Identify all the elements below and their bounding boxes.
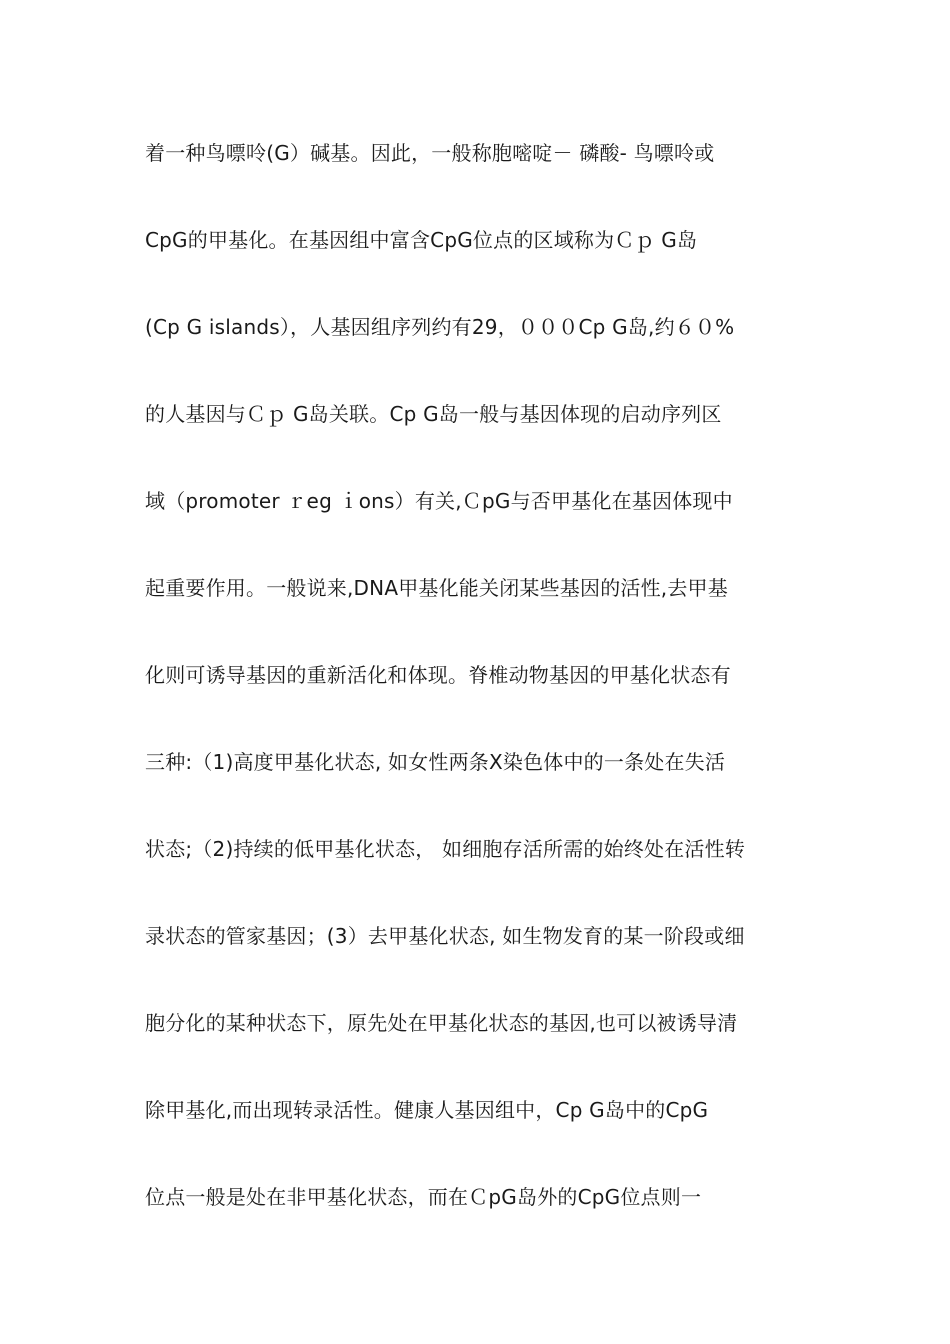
text-line: 状态;（2)持续的低甲基化状态， 如细胞存活所需的始终处在活性转 <box>145 837 746 861</box>
text-line: 起重要作用。一般说来,DNA甲基化能关闭某些基因的活性,去甲基 <box>145 576 728 600</box>
text-line: 胞分化的某种状态下，原先处在甲基化状态的基因,也可以被诱导清 <box>145 1011 738 1035</box>
text-line: (Cp G islands），人基因组序列约有29，０００Cp G岛,约６０% <box>145 315 735 339</box>
text-line: 除甲基化,而出现转录活性。健康人基因组中，Cp G岛中的CpG <box>145 1098 709 1122</box>
text-line: 录状态的管家基因；(3）去甲基化状态, 如生物发育的某一阶段或细 <box>145 924 745 948</box>
text-line: 化则可诱导基因的重新活化和体现。脊椎动物基因的甲基化状态有 <box>145 663 731 687</box>
text-line: 的人基因与Ｃｐ G岛关联。Cp G岛一般与基因体现的启动序列区 <box>145 402 722 426</box>
text-line: CpG的甲基化。在基因组中富含CpG位点的区域称为Ｃｐ G岛 <box>145 228 698 252</box>
text-line: 三种:（1)高度甲基化状态, 如女性两条X染色体中的一条处在失活 <box>145 750 726 774</box>
body-text <box>145 134 810 1265</box>
text-line: 着一种鸟嘌呤(G）碱基。因此，一般称胞嘧啶－ 磷酸- 鸟嘌呤或 <box>145 141 715 165</box>
text-line: 域（promoter ｒeg ｉons）有关,ＣpG与否甲基化在基因体现中 <box>145 489 733 513</box>
text-line: 位点一般是处在非甲基化状态，而在ＣpG岛外的CpG位点则一 <box>145 1185 702 1209</box>
